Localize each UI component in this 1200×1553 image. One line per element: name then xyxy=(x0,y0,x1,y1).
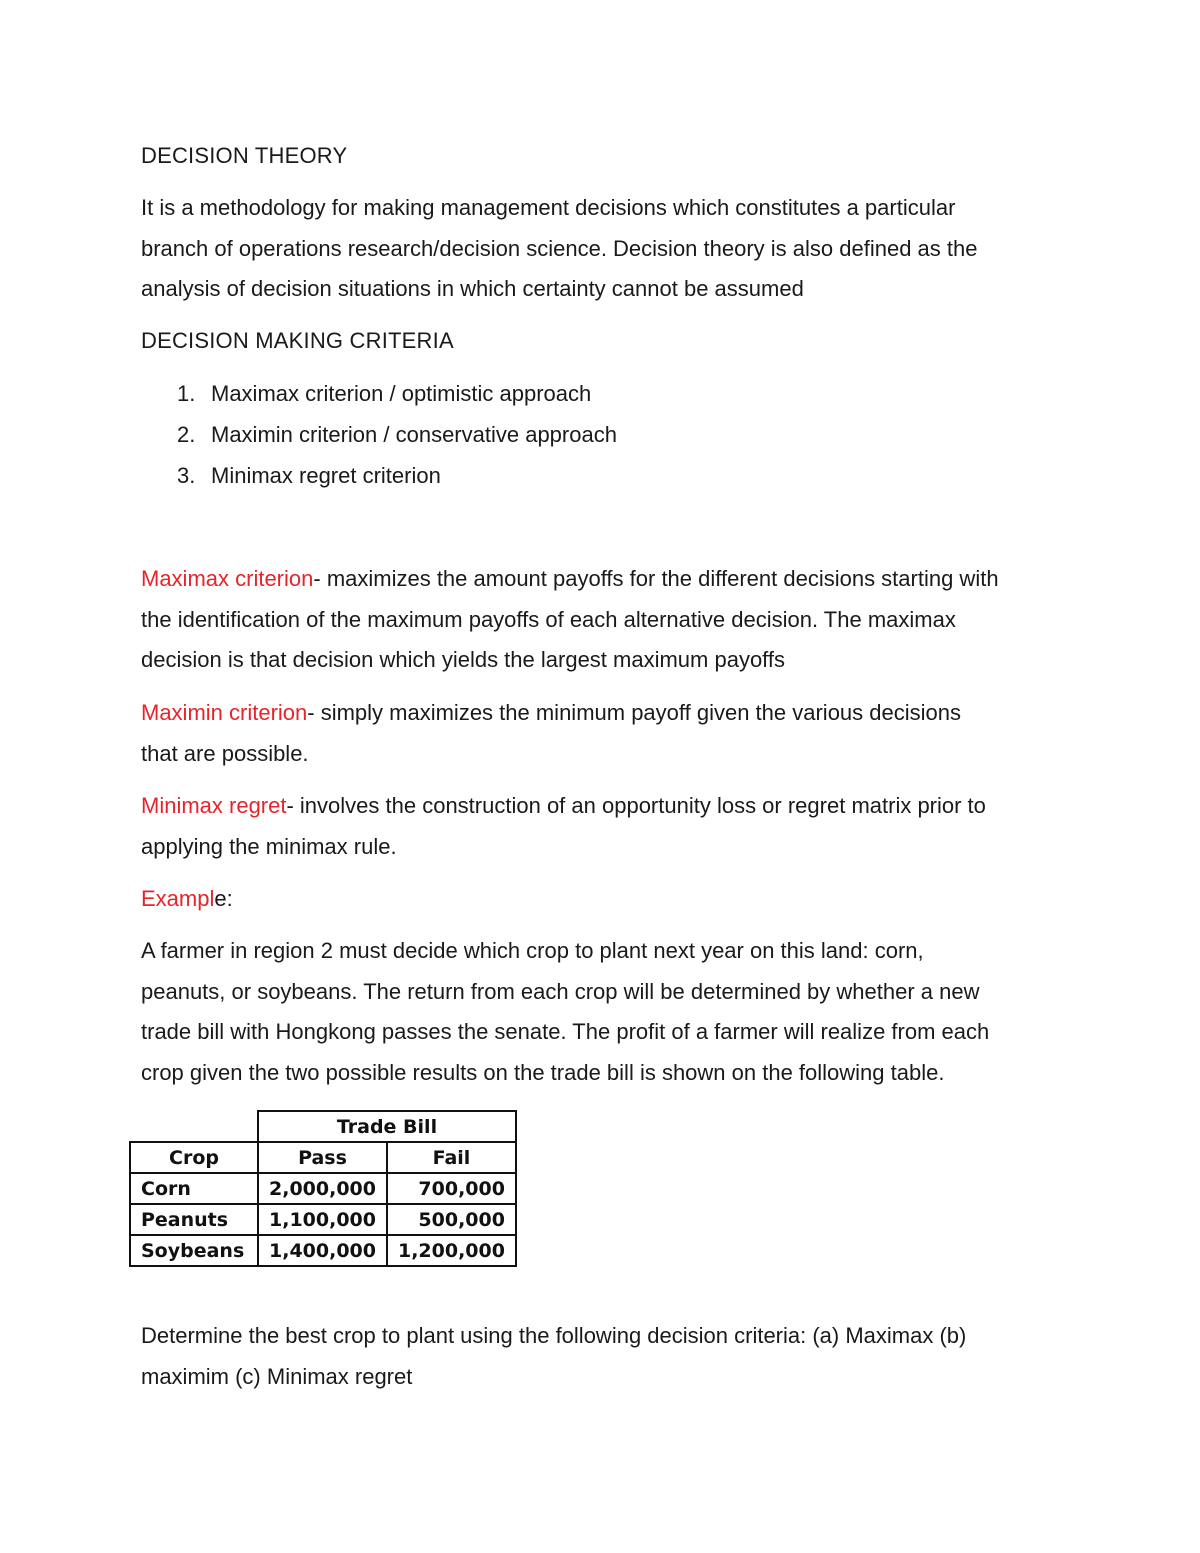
maximax-term: Maximax criterion xyxy=(141,566,314,591)
payoff-table xyxy=(129,1110,517,1267)
example-line: peanuts, or soybeans. The return from each crop will be determined by whether a new xyxy=(141,978,980,1004)
page-title-text: DECISION THEORY xyxy=(141,143,348,168)
example-paragraph xyxy=(141,931,1071,1093)
fail-cell: 500,000 xyxy=(387,1204,516,1235)
list-number: 1. xyxy=(177,381,196,406)
crop-cell: Corn xyxy=(130,1173,258,1204)
table-row xyxy=(130,1204,516,1235)
criteria-heading-text: DECISION MAKING CRITERIA xyxy=(141,328,454,353)
table-row xyxy=(130,1173,516,1204)
example-label-red: Exampl xyxy=(141,886,215,911)
pass-cell: 1,100,000 xyxy=(258,1204,387,1235)
maximin-definition xyxy=(141,693,1071,774)
question-line: Determine the best crop to plant using the following decision criteria: (a) Maximax (b) xyxy=(141,1323,967,1348)
trade-bill-header: Trade Bill xyxy=(258,1111,516,1142)
intro-line: It is a methodology for making management decisions which constitutes a particular xyxy=(141,195,956,220)
table-header-row xyxy=(130,1142,516,1173)
fail-cell: 700,000 xyxy=(387,1173,516,1204)
criteria-list xyxy=(141,373,617,496)
intro-paragraph xyxy=(141,188,1071,310)
definition-text: - involves the construction of an opportunity loss or regret matrix prior to xyxy=(286,793,986,818)
fail-cell: 1,200,000 xyxy=(387,1235,516,1266)
list-item xyxy=(141,373,617,414)
crop-cell: Soybeans xyxy=(130,1235,258,1266)
criteria-heading xyxy=(141,321,1071,362)
intro-line: branch of operations research/decision science. Decision theory is also defined as the xyxy=(141,235,978,261)
definition-text: - simply maximizes the minimum payoff given the various decisions xyxy=(307,700,961,725)
definition-line xyxy=(141,559,1071,600)
table-group-header-row xyxy=(130,1111,516,1142)
page-title xyxy=(141,136,1071,177)
list-number: 3. xyxy=(177,463,196,488)
maximin-term: Maximin criterion xyxy=(141,700,308,725)
minimax-term: Minimax regret xyxy=(141,793,287,818)
definition-line: decision is that decision which yields the largest maximum payoffs xyxy=(141,647,786,672)
list-item xyxy=(141,455,617,496)
crop-header: Crop xyxy=(130,1142,258,1173)
definition-line: the identification of the maximum payoffs of each alternative decision. The maximax xyxy=(141,606,956,632)
pass-header: Pass xyxy=(258,1142,387,1173)
example-label xyxy=(141,879,1071,920)
example-line: crop given the two possible results on the trade bill is shown on the following table. xyxy=(141,1059,945,1085)
list-item-label: Maximin criterion / conservative approach xyxy=(211,422,617,447)
definition-line xyxy=(141,693,1071,734)
list-item xyxy=(141,414,617,455)
fail-header: Fail xyxy=(387,1142,516,1173)
definition-line xyxy=(141,786,1071,827)
question-line: maximim (c) Minimax regret xyxy=(141,1363,413,1389)
list-item-label: Minimax regret criterion xyxy=(211,463,441,488)
example-line: A farmer in region 2 must decide which crop to plant next year on this land: corn, xyxy=(141,938,924,963)
maximax-definition xyxy=(141,559,1071,681)
example-label-rest: e: xyxy=(214,886,233,911)
question-paragraph xyxy=(141,1316,1071,1397)
definition-line: applying the minimax rule. xyxy=(141,833,397,859)
pass-cell: 1,400,000 xyxy=(258,1235,387,1266)
definition-line: that are possible. xyxy=(141,740,309,766)
crop-cell: Peanuts xyxy=(130,1204,258,1235)
minimax-definition xyxy=(141,786,1071,867)
intro-line: analysis of decision situations in which certainty cannot be assumed xyxy=(141,276,804,301)
table-row xyxy=(130,1235,516,1266)
table-empty-cell xyxy=(130,1111,258,1142)
pass-cell: 2,000,000 xyxy=(258,1173,387,1204)
example-line: trade bill with Hongkong passes the senate. The profit of a farmer will realize from each xyxy=(141,1019,990,1044)
definition-text: - maximizes the amount payoffs for the different decisions starting with xyxy=(313,566,999,591)
list-item-label: Maximax criterion / optimistic approach xyxy=(211,381,592,406)
list-number: 2. xyxy=(177,422,196,447)
